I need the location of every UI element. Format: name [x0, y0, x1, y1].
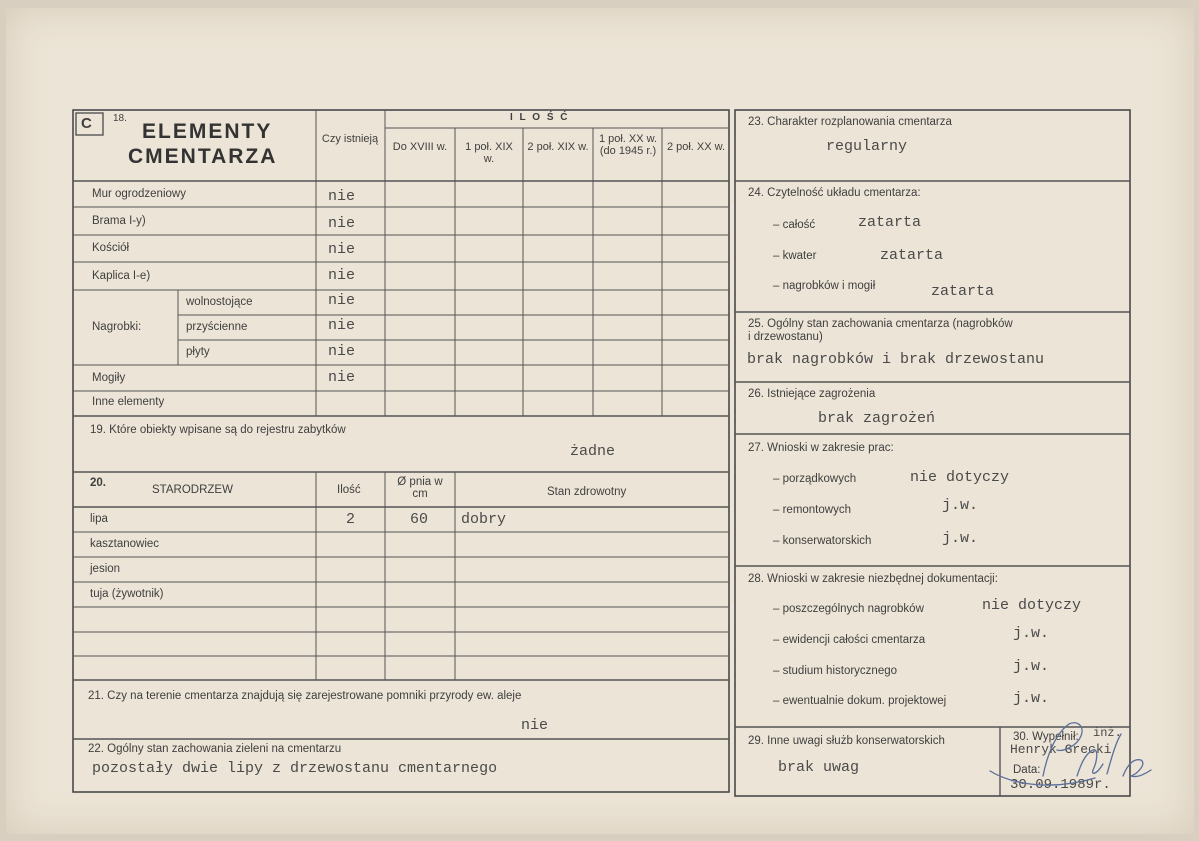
s28-label: 28. Wnioski w zakresie niezbędnej dokumentacji:: [748, 573, 998, 585]
s25-label-line1: 25. Ogólny stan zachowania cmentarza (nagrobków: [748, 318, 1013, 330]
signature-graphic: [985, 716, 1155, 794]
s20-col-diameter: Ø pnia w cm: [397, 476, 443, 501]
s27-label: 27. Wnioski w zakresie prac:: [748, 442, 894, 454]
s26-value: brak zagrożeń: [818, 410, 936, 427]
s30-date-label: Data:: [1013, 764, 1041, 776]
period-header-2: 1 poł. XIX w.: [465, 141, 513, 165]
s27-item-value-3: j.w.: [942, 530, 979, 547]
s24-item-value-1: zatarta: [858, 214, 922, 231]
s28-item-label-4: – ewentualnie dokum. projektowej: [773, 695, 947, 707]
period-header-3: 2 poł. XIX w.: [527, 141, 589, 153]
row-label-plyty: płyty: [186, 346, 210, 358]
row-label-mur: Mur ogrodzeniowy: [92, 188, 186, 200]
row-label-nagrobki: Nagrobki:: [92, 321, 142, 333]
s23-value: regularny: [826, 138, 908, 155]
s25-value: brak nagrobków i brak drzewostanu: [747, 351, 1045, 368]
s28-item-value-1: nie dotyczy: [982, 597, 1082, 614]
s27-item-label-2: – remontowych: [773, 504, 851, 516]
row-label-kaplica: Kaplica I-e): [92, 270, 151, 282]
s24-item-label-2: – kwater: [773, 250, 817, 262]
col-amount-header: I L O Ś Ć: [510, 112, 570, 123]
row-value-brama: nie: [328, 215, 356, 232]
s22-label: 22. Ogólny stan zachowania zieleni na cmentarzu: [88, 743, 342, 755]
s29-value: brak uwag: [778, 759, 860, 776]
s21-value: nie: [521, 717, 549, 734]
col-exists-header: Czy istnieją: [321, 133, 379, 145]
section-c-label: C: [81, 115, 92, 132]
tree-name-2: kasztanowiec: [90, 538, 160, 550]
tree-count-1: 2: [346, 511, 356, 528]
s28-item-label-1: – poszczególnych nagrobków: [773, 603, 924, 615]
s28-item-label-3: – studium historycznego: [773, 665, 898, 677]
s19-value: żadne: [570, 443, 616, 460]
s20-col-health: Stan zdrowotny: [547, 486, 627, 498]
s27-item-label-3: – konserwatorskich: [773, 535, 872, 547]
s27-item-label-1: – porządkowych: [773, 473, 857, 485]
s29-label: 29. Inne uwagi służb konserwatorskich: [748, 735, 945, 747]
row-value-mur: nie: [328, 188, 356, 205]
period-header-5: 2 poł. XX w.: [666, 141, 726, 153]
s18-title-line2: CMENTARZA: [128, 145, 278, 168]
s28-item-label-2: – ewidencji całości cmentarza: [773, 634, 926, 646]
s28-item-value-4: j.w.: [1013, 690, 1050, 707]
s22-value: pozostały dwie lipy z drzewostanu cmentarnego: [92, 760, 498, 777]
s24-item-value-3: zatarta: [931, 283, 995, 300]
s20-title: STARODRZEW: [152, 484, 233, 496]
s27-item-value-1: nie dotyczy: [910, 469, 1010, 486]
s24-item-value-2: zatarta: [880, 247, 944, 264]
period-header-4: 1 poł. XX w. (do 1945 r.): [598, 133, 658, 157]
s28-item-value-2: j.w.: [1013, 625, 1050, 642]
row-value-przyscienne: nie: [328, 317, 356, 334]
row-value-plyty: nie: [328, 343, 356, 360]
period-header-1: Do XVIII w.: [392, 141, 448, 153]
s24-label: 24. Czytelność układu cmentarza:: [748, 187, 921, 199]
row-value-kosciol: nie: [328, 241, 356, 258]
s26-label: 26. Istniejące zagrożenia: [748, 388, 876, 400]
row-value-mogily: nie: [328, 369, 356, 386]
tree-name-4: tuja (żywotnik): [90, 588, 164, 600]
row-label-inne: Inne elementy: [92, 396, 165, 408]
tree-name-3: jesion: [90, 563, 121, 575]
s20-col-count: Ilość: [337, 484, 361, 496]
s25-label-line2: i drzewostanu): [748, 331, 823, 343]
s21-label: 21. Czy na terenie cmentarza znajdują się zarejestrowane pomniki przyrody ew. aleje: [88, 690, 522, 702]
row-label-kosciol: Kościół: [92, 242, 130, 254]
s30-author-name: Henryk Grecki: [1010, 742, 1112, 757]
tree-health-1: dobry: [461, 511, 507, 528]
s20-number: 20.: [90, 477, 106, 489]
s27-item-value-2: j.w.: [942, 497, 979, 514]
row-label-mogily: Mogiły: [92, 372, 126, 384]
tree-name-1: lipa: [90, 513, 108, 525]
s18-number: 18.: [113, 113, 127, 124]
s18-title-line1: ELEMENTY: [142, 120, 273, 143]
tree-diameter-1: 60: [410, 511, 429, 528]
s23-label: 23. Charakter rozplanowania cmentarza: [748, 116, 952, 128]
row-value-wolnostojace: nie: [328, 292, 356, 309]
s24-item-label-1: – całość: [773, 219, 816, 231]
row-value-kaplica: nie: [328, 267, 356, 284]
s19-label: 19. Które obiekty wpisane są do rejestru zabytków: [90, 424, 346, 436]
s30-author-title: inż.: [1093, 726, 1122, 740]
s24-item-label-3: – nagrobków i mogił: [773, 280, 876, 292]
s30-label: 30. Wypełnił:: [1013, 731, 1079, 743]
row-label-przyscienne: przyścienne: [186, 321, 248, 333]
row-label-brama: Brama I-y): [92, 215, 146, 227]
row-label-wolnostojace: wolnostojące: [186, 296, 253, 308]
s30-date-value: 30.09.1989r.: [1010, 777, 1111, 793]
s28-item-value-3: j.w.: [1013, 658, 1050, 675]
